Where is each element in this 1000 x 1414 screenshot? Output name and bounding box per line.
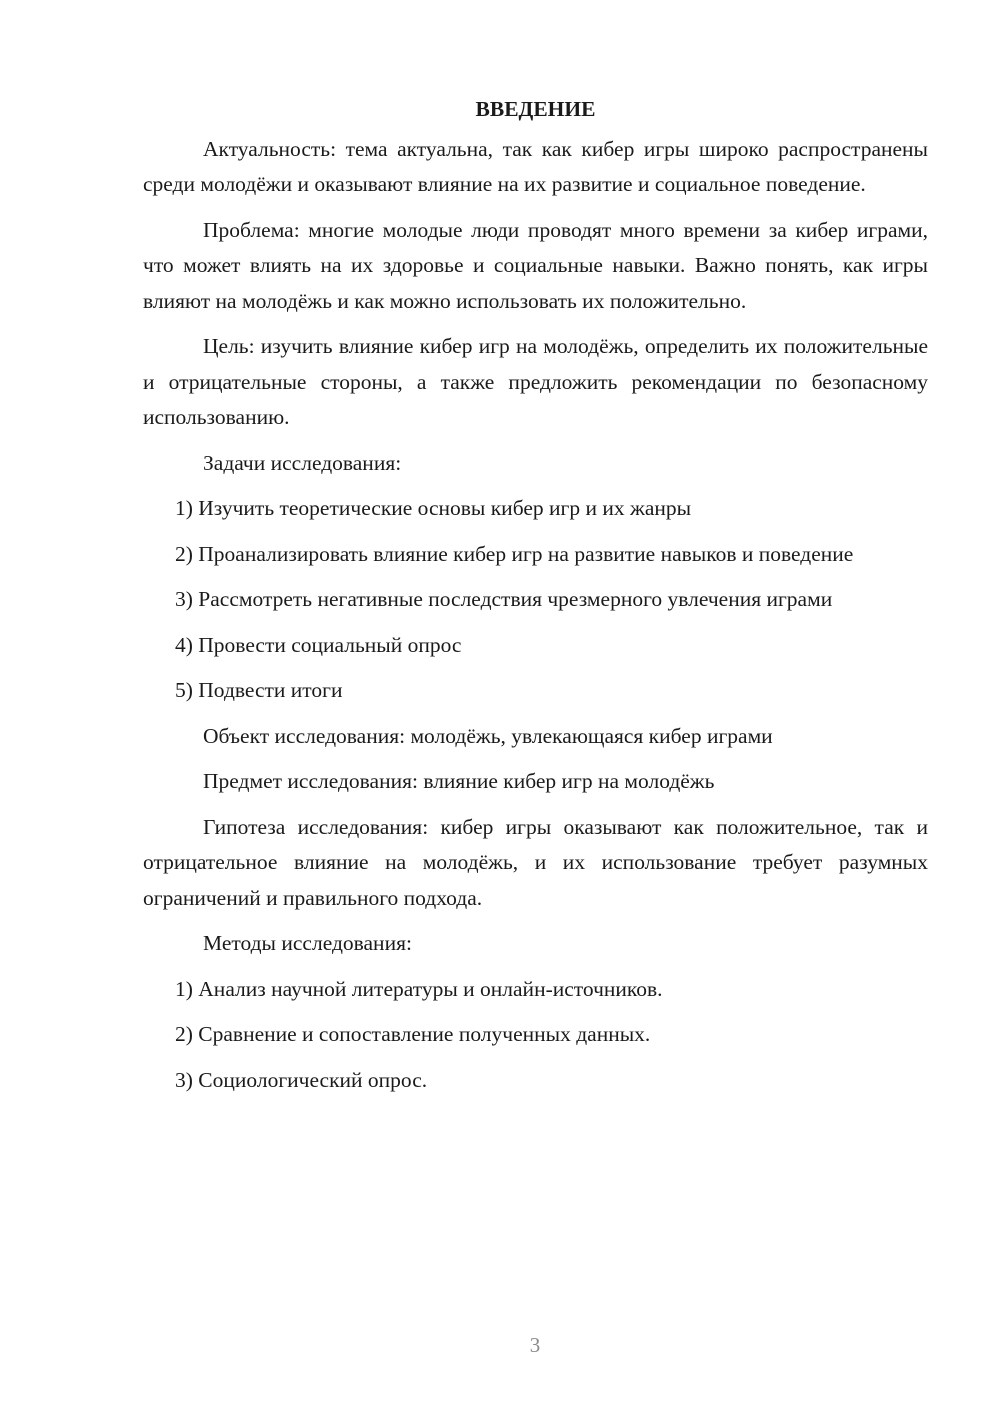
subject-paragraph: Предмет исследования: влияние кибер игр на молодёжь — [203, 769, 715, 793]
section-heading: ВВЕДЕНИЕ — [475, 97, 596, 121]
method-item: 3) Социологический опрос. — [175, 1067, 428, 1092]
relevance-paragraph: Актуальность: тема актуальна, так как кибер игры широко распространены среди молодёжи и оказывают влияние на их развитие и социальное поведение. — [143, 136, 928, 196]
task-item: 3) Рассмотреть негативные последствия чрезмерного увлечения играми — [175, 587, 833, 611]
task-item: 5) Подвести итоги — [175, 678, 343, 702]
method-item: 1) Анализ научной литературы и онлайн-источников. — [175, 976, 663, 1001]
tasks-title: Задачи исследования: — [203, 450, 402, 475]
task-item: 4) Провести социальный опрос — [175, 632, 462, 657]
methods-title: Методы исследования: — [203, 931, 412, 955]
goal-paragraph: Цель: изучить влияние кибер игр на молодёжь, определить их положительные и отрицательные стороны, а также предложить рекомендации по безопасному использованию. — [143, 334, 928, 429]
page-content — [143, 92, 928, 1108]
hypothesis-paragraph: Гипотеза исследования: кибер игры оказывают как положительное, так и отрицательное влияние на молодёжь, и их использование требует разумных ограничений и правильного подхода. — [143, 814, 928, 910]
task-item: 2) Проанализировать влияние кибер игр на развитие навыков и поведение — [175, 541, 854, 566]
task-item: 1) Изучить теоретические основы кибер игр и их жанры — [175, 496, 692, 520]
problem-paragraph: Проблема: многие молодые люди проводят много времени за кибер играми, что может влиять на их здоровье и социальные навыки. Важно понять, как игры влияют на молодёжь и как можно использовать их положительно. — [143, 217, 928, 313]
method-item: 2) Сравнение и сопоставление полученных данных. — [175, 1022, 651, 1046]
page-number: 3 — [529, 1333, 541, 1357]
object-paragraph: Объект исследования: молодёжь, увлекающаяся кибер играми — [203, 723, 773, 748]
